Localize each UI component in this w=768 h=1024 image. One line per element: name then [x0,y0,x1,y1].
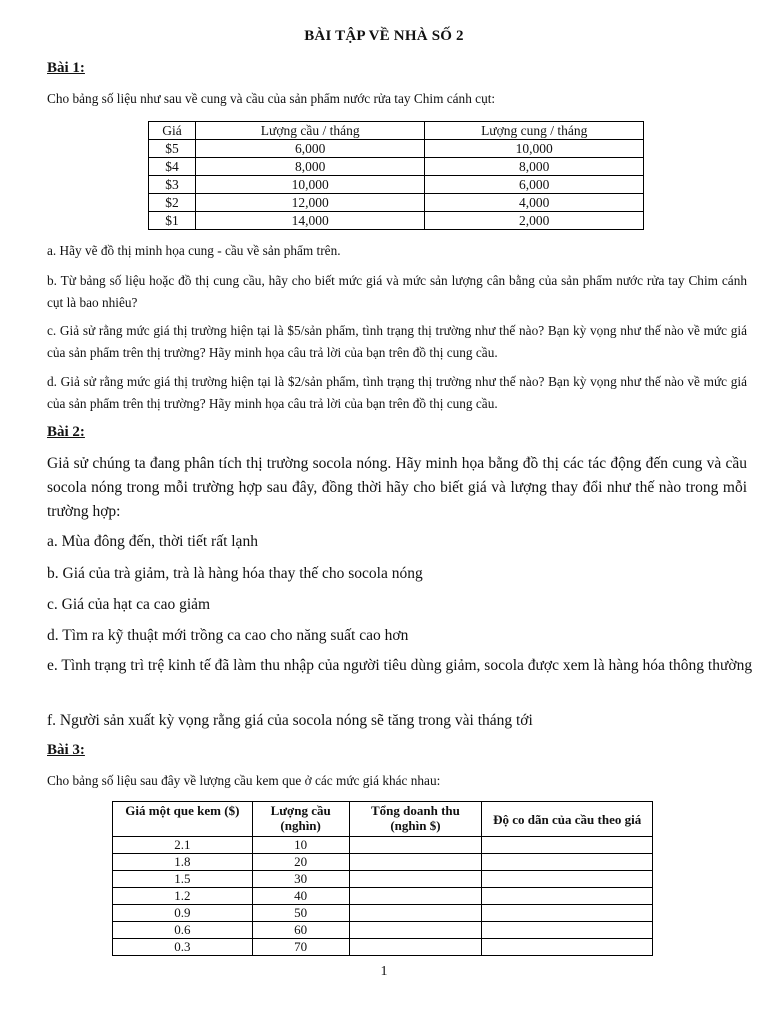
table-cell: 6,000 [195,140,425,158]
table-cell: 12,000 [195,194,425,212]
table-cell [482,905,653,922]
table-cell [349,888,482,905]
table-cell: 0.3 [113,939,253,956]
table-cell: 60 [252,922,349,939]
bai2-intro: Giả sử chúng ta đang phân tích thị trường socola nóng. Hãy minh họa bằng đồ thị các tác động đến cung và cầu socola nóng trong mỗi trường hợp sau đây, đồng thời hãy cho biết giá và lượng thay đổi như thế nào trong mỗi trường hợp: [47,455,747,520]
table-cell [349,939,482,956]
table-cell: 1.5 [113,871,253,888]
page-title: BÀI TẬP VỀ NHÀ SỐ 2 [304,28,464,44]
header-cell-elasticity: Độ co dãn của cầu theo giá [482,802,653,837]
supply-demand-table [148,121,644,230]
bai2-item-a: a. Mùa đông đến, thời tiết rất lạnh [47,533,258,550]
table-cell: 40 [252,888,349,905]
table-cell: 70 [252,939,349,956]
table-cell: 14,000 [195,212,425,230]
ice-cream-demand-table [112,801,653,956]
table-row [113,905,653,922]
table-cell: 1.2 [113,888,253,905]
table-cell [349,905,482,922]
bai3-heading: Bài 3: [47,742,85,758]
bai2-item-f: f. Người sản xuất kỳ vọng rằng giá của socola nóng sẽ tăng trong vài tháng tới [47,712,533,729]
header-cell-revenue: Tổng doanh thu (nghìn $) [349,802,482,837]
bai1-heading: Bài 1: [47,60,85,76]
table-cell: 4,000 [425,194,644,212]
table-row [149,194,644,212]
page-number: 1 [380,964,388,979]
table-cell: 2,000 [425,212,644,230]
table-row [113,939,653,956]
table-row [149,140,644,158]
table-cell: 8,000 [195,158,425,176]
table-cell: 1.8 [113,854,253,871]
table-cell [482,871,653,888]
table-row [149,158,644,176]
table-cell: $1 [149,212,196,230]
table-row [113,922,653,939]
bai1-question-b: b. Từ bảng số liệu hoặc đồ thị cung cầu, hãy cho biết mức giá và mức sản lượng cân bằng của sản phẩm nước rửa tay Chim cánh cụt là bao nhiêu? [47,273,747,310]
header-cell-supply: Lượng cung / tháng [425,122,644,140]
table-row [149,212,644,230]
table-cell [482,922,653,939]
table-row [113,888,653,905]
bai1-question-d: d. Giả sử rằng mức giá thị trường hiện tại là $2/sản phẩm, tình trạng thị trường như thế nào? Bạn kỳ vọng như thế nào về mức giá của sản phẩm trên thị trường? Hãy minh họa câu trả lời của bạn trên đồ thị cung cầu. [47,374,747,411]
table-cell [349,871,482,888]
table-cell [349,922,482,939]
header-cell-price: Giá một que kem ($) [113,802,253,837]
header-cell-quantity: Lượng cầu (nghìn) [252,802,349,837]
bai1-question-c: c. Giả sử rằng mức giá thị trường hiện tại là $5/sản phẩm, tình trạng thị trường như thế nào? Bạn kỳ vọng như thế nào về mức giá của sản phẩm trên thị trường? Hãy minh họa câu trả lời của bạn trên đồ thị cung cầu. [47,323,747,360]
bai2-heading: Bài 2: [47,424,85,440]
table-cell: $5 [149,140,196,158]
table-cell: 2.1 [113,837,253,854]
table-row [113,854,653,871]
table-cell [349,837,482,854]
table-cell: $4 [149,158,196,176]
header-cell-price: Giá [149,122,196,140]
table-cell: 10,000 [195,176,425,194]
table-header-row [149,122,644,140]
table-cell [482,939,653,956]
table-cell: 6,000 [425,176,644,194]
bai2-item-e: e. Tình trạng trì trệ kinh tế đã làm thu nhập của người tiêu dùng giảm, socola được xem là hàng hóa thông thường [47,657,753,674]
table-cell: 20 [252,854,349,871]
table-cell: 8,000 [425,158,644,176]
bai1-intro: Cho bảng số liệu như sau về cung và cầu của sản phẩm nước rửa tay Chim cánh cụt: [47,91,496,106]
table-cell: 10,000 [425,140,644,158]
table-cell [349,854,482,871]
bai2-item-d: d. Tìm ra kỹ thuật mới trồng ca cao cho năng suất cao hơn [47,627,409,644]
table-cell: 0.9 [113,905,253,922]
table-cell: 50 [252,905,349,922]
table-cell: 0.6 [113,922,253,939]
bai2-item-c: c. Giá của hạt ca cao giảm [47,596,211,613]
table-cell: 10 [252,837,349,854]
table-cell: 30 [252,871,349,888]
table-cell: $3 [149,176,196,194]
table-cell [482,837,653,854]
table-cell [482,854,653,871]
table-cell [482,888,653,905]
bai3-intro: Cho bảng số liệu sau đây về lượng cầu kem que ở các mức giá khác nhau: [47,773,441,788]
table-cell: $2 [149,194,196,212]
table-row [113,871,653,888]
bai1-question-a: a. Hãy vẽ đồ thị minh họa cung - cầu về sản phẩm trên. [47,243,341,258]
header-cell-demand: Lượng cầu / tháng [195,122,425,140]
table-row [149,176,644,194]
table-header-row [113,802,653,837]
bai2-item-b: b. Giá của trà giảm, trà là hàng hóa thay thế cho socola nóng [47,565,423,582]
table-row [113,837,653,854]
